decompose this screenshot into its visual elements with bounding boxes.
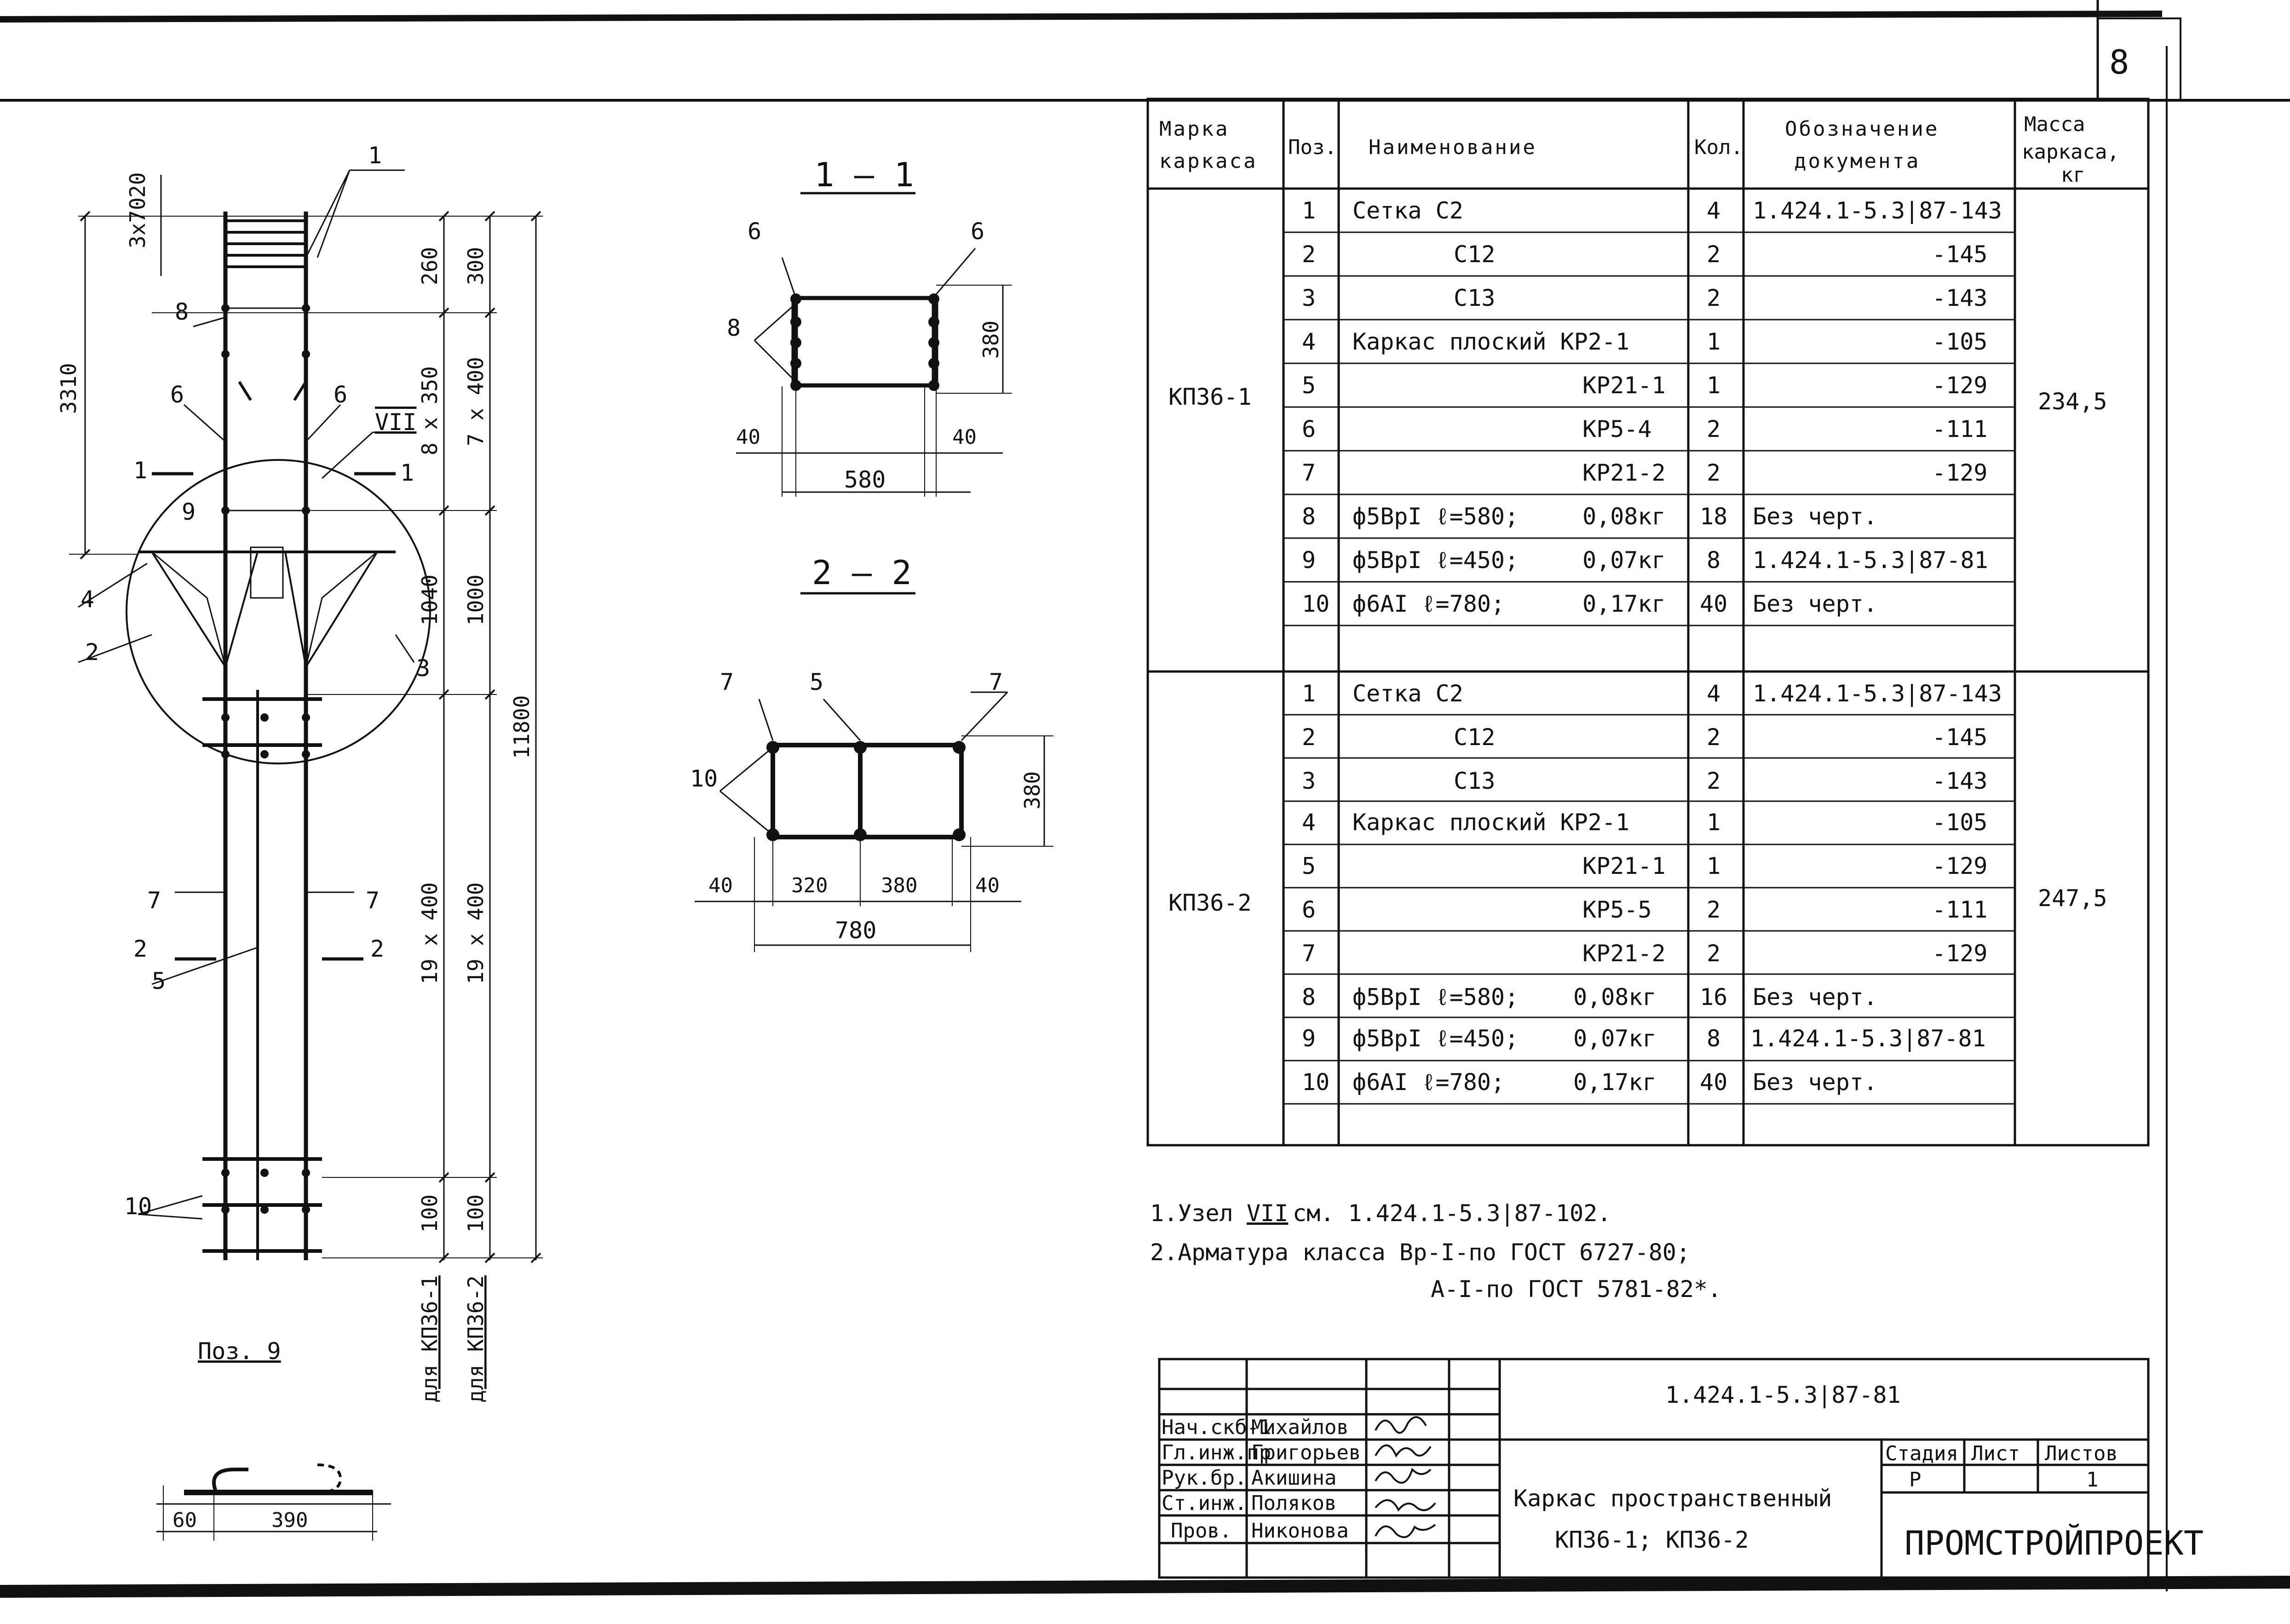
label-pos-9: 9 <box>182 499 196 525</box>
group-mass: 247,5 <box>2038 885 2107 912</box>
cell-doc: -129 <box>1932 459 1988 486</box>
cell-qty: 2 <box>1707 459 1721 486</box>
label-pos-8: 8 <box>175 298 189 325</box>
label-cut-1a: 1 <box>133 457 148 484</box>
cell-name: ф6АI ℓ=780; <box>1352 591 1505 617</box>
stage-value: Р <box>1909 1468 1922 1492</box>
group-mark: КП36-2 <box>1168 889 1252 916</box>
section-2-2 <box>690 553 1053 952</box>
dim-100-a: 100 <box>417 1194 442 1233</box>
signer-row <box>1162 1441 1361 1464</box>
cell-qty: 2 <box>1707 940 1721 967</box>
spec-row-lines <box>1283 232 2015 1104</box>
hdr-mark-2: каркаса <box>1159 149 1258 173</box>
hdr-qty: Кол. <box>1694 136 1743 159</box>
cell-pos: 5 <box>1302 853 1316 879</box>
cell-weight: 0,07кг <box>1582 547 1666 574</box>
sec2-label-7a: 7 <box>720 669 734 695</box>
label-pos-10: 10 <box>124 1193 152 1220</box>
section-1-1 <box>727 155 1012 497</box>
section-1-title: 1 — 1 <box>814 155 914 194</box>
table-row <box>1302 547 1988 574</box>
cell-qty: 40 <box>1700 591 1728 617</box>
cell-name: КР21-2 <box>1582 459 1666 486</box>
organization-name: ПРОМСТРОЙПРОЕКТ <box>1904 1524 2204 1562</box>
cell-weight: 0,08кг <box>1582 503 1666 530</box>
table-row <box>1302 416 1987 442</box>
handwritten-signatures <box>1375 1417 1435 1537</box>
cell-pos: 9 <box>1302 547 1316 574</box>
cell-pos: 7 <box>1302 459 1316 486</box>
note-1-node: VII <box>1247 1200 1289 1227</box>
cell-pos: 2 <box>1302 241 1316 268</box>
sec1-label-6b: 6 <box>971 218 985 245</box>
signer-name: Поляков <box>1251 1492 1337 1515</box>
table-row <box>1302 1025 1986 1052</box>
cell-name: С13 <box>1454 285 1496 311</box>
signer-name: Акишина <box>1251 1466 1337 1490</box>
pos9-dim-60: 60 <box>173 1509 197 1532</box>
cell-qty: 18 <box>1700 503 1728 530</box>
table-row <box>1302 328 1987 355</box>
elevation-drawing <box>69 170 543 1262</box>
note-1-ref: см. 1.424.1-5.3|87-102. <box>1293 1200 1611 1227</box>
cell-pos: 1 <box>1302 197 1316 224</box>
cell-qty: 8 <box>1707 1025 1721 1052</box>
sec2-dim-40a: 40 <box>708 874 733 897</box>
dim-260: 260 <box>417 247 442 285</box>
cell-weight: 0,07кг <box>1573 1025 1657 1052</box>
signer-name: Никонова <box>1251 1519 1349 1543</box>
cell-doc: 1.424.1-5.3|87-143 <box>1753 680 2002 707</box>
cell-qty: 2 <box>1707 768 1721 794</box>
sheets-value: 1 <box>2086 1468 2099 1492</box>
spec-header <box>1159 113 2119 187</box>
signers <box>1162 1416 1361 1543</box>
cell-doc: 1.424.1-5.3|87-81 <box>1750 1025 1986 1052</box>
label-for-kp36-2: для КП36-2 <box>463 1275 488 1403</box>
table-row <box>1302 1069 1877 1096</box>
cell-pos: 6 <box>1302 896 1316 923</box>
cell-qty: 1 <box>1707 328 1721 355</box>
title-line-2: КП36-1; КП36-2 <box>1555 1526 1749 1553</box>
title-line-1: Каркас пространственный <box>1513 1485 1832 1512</box>
cell-qty: 8 <box>1707 547 1721 574</box>
cell-doc: -129 <box>1932 372 1988 399</box>
cell-pos: 10 <box>1302 591 1330 617</box>
hdr-doc-2: документа <box>1794 149 1921 173</box>
cell-name: КР21-1 <box>1582 853 1666 879</box>
sec1-label-8: 8 <box>727 315 741 341</box>
cell-pos: 8 <box>1302 503 1316 530</box>
dim-3310: 3310 <box>56 363 81 414</box>
cell-pos: 4 <box>1302 809 1316 836</box>
pos9-detail <box>156 1338 391 1541</box>
cell-name: КР21-2 <box>1582 940 1666 967</box>
pos9-caption: Поз. 9 <box>198 1338 281 1365</box>
label-for-kp36-1: для КП36-1 <box>417 1275 442 1403</box>
dim-20: 20 <box>125 172 150 198</box>
signer-role: Ст.инж. <box>1162 1492 1247 1515</box>
note-2: 2.Арматура класса Вр-I-по ГОСТ 6727-80; <box>1150 1239 1690 1266</box>
cell-doc: -145 <box>1932 241 1988 268</box>
cell-qty: 2 <box>1707 241 1721 268</box>
cell-name: С13 <box>1454 768 1496 794</box>
cell-pos: 2 <box>1302 724 1316 751</box>
cell-pos: 5 <box>1302 372 1316 399</box>
cell-doc: Без черт. <box>1753 1069 1877 1096</box>
cell-name: ф5ВрI ℓ=450; <box>1352 1025 1519 1052</box>
table-row <box>1302 372 1987 399</box>
dim-300: 300 <box>463 247 488 285</box>
table-row <box>1302 896 1987 923</box>
elevation-labels <box>81 142 430 1220</box>
group-mark: КП36-1 <box>1168 384 1252 410</box>
signer-role: Пров. <box>1171 1519 1232 1543</box>
cell-doc: -111 <box>1932 896 1988 923</box>
doc-code: 1.424.1-5.3|87-81 <box>1665 1382 1901 1408</box>
note-3: А-I-по ГОСТ 5781-82*. <box>1431 1276 1722 1303</box>
title-block <box>1162 1382 2204 1562</box>
cell-pos: 3 <box>1302 285 1316 311</box>
cell-doc: -105 <box>1932 328 1988 355</box>
cell-doc: -145 <box>1932 724 1988 751</box>
cell-name: ф6АI ℓ=780; <box>1352 1069 1505 1096</box>
cell-qty: 40 <box>1700 1069 1728 1096</box>
label-pos-6b: 6 <box>334 381 348 408</box>
table-row <box>1302 984 1877 1010</box>
table-row <box>1302 768 1987 794</box>
sheets-label: Листов <box>2045 1442 2118 1465</box>
label-pos-4: 4 <box>81 586 95 613</box>
cell-doc: Без черт. <box>1753 591 1877 617</box>
label-pos-6a: 6 <box>170 381 184 408</box>
table-row <box>1302 591 1877 617</box>
cell-weight: 0,17кг <box>1573 1069 1657 1096</box>
cell-doc: Без черт. <box>1753 984 1877 1010</box>
section-2-title: 2 — 2 <box>812 553 912 592</box>
cell-qty: 1 <box>1707 809 1721 836</box>
stage-label: Стадия <box>1885 1442 1958 1465</box>
cell-pos: 3 <box>1302 768 1316 794</box>
label-pos-7a: 7 <box>147 887 161 914</box>
table-row <box>1302 809 1987 836</box>
cell-name: Сетка С2 <box>1352 680 1463 707</box>
signer-name: Григорьев <box>1251 1441 1361 1464</box>
label-cut-2b: 2 <box>370 935 385 962</box>
sec1-dim-380: 380 <box>978 320 1003 359</box>
label-cut-1b: 1 <box>400 459 414 486</box>
cell-weight: 0,08кг <box>1573 984 1657 1010</box>
table-row <box>1302 680 2002 707</box>
cell-pos: 6 <box>1302 416 1316 442</box>
sec1-dim-580: 580 <box>844 466 886 493</box>
page-number: 8 <box>2109 43 2129 81</box>
hdr-mass-3: кг <box>2061 163 2085 187</box>
hdr-doc-1: Обозначение <box>1785 117 1939 141</box>
cell-qty: 2 <box>1707 285 1721 311</box>
signer-row <box>1162 1416 1349 1439</box>
sec2-label-5: 5 <box>810 669 824 695</box>
cell-pos: 10 <box>1302 1069 1330 1096</box>
cell-pos: 8 <box>1302 984 1316 1010</box>
dim-100-b: 100 <box>463 1194 488 1233</box>
cell-doc: -129 <box>1932 940 1988 967</box>
cell-name: Каркас плоский КР2-1 <box>1352 809 1630 836</box>
sec2-dim-780: 780 <box>835 917 877 944</box>
sec1-label-6a: 6 <box>748 218 762 245</box>
dim-1000: 1000 <box>463 574 488 625</box>
signer-row <box>1171 1519 1349 1543</box>
signer-role: Нач.скб-1 <box>1162 1416 1272 1439</box>
table-row <box>1302 459 1987 486</box>
sec2-dim-320: 320 <box>791 874 828 897</box>
cell-doc: 1.424.1-5.3|87-143 <box>1753 197 2002 224</box>
cell-doc: 1.424.1-5.3|87-81 <box>1753 547 1988 574</box>
dim-1040: 1040 <box>417 574 442 625</box>
dim-3x70: 3x70 <box>125 197 150 248</box>
table-row <box>1302 285 1987 311</box>
signer-role: Рук.бр. <box>1162 1466 1247 1490</box>
pos9-dim-390: 390 <box>271 1509 308 1532</box>
cell-pos: 4 <box>1302 328 1316 355</box>
cell-name: ф5ВрI ℓ=580; <box>1352 984 1519 1010</box>
cell-name: Каркас плоский КР2-1 <box>1352 328 1630 355</box>
label-pos-5: 5 <box>152 968 166 994</box>
table-row <box>1302 853 1987 879</box>
cell-qty: 2 <box>1707 416 1721 442</box>
sec2-label-7b: 7 <box>989 669 1003 695</box>
cell-name: С12 <box>1454 724 1496 751</box>
cell-qty: 4 <box>1707 197 1721 224</box>
cell-qty: 4 <box>1707 680 1721 707</box>
signer-role: Гл.инж.пр <box>1162 1441 1272 1464</box>
hdr-mass-2: каркаса, <box>2022 140 2119 164</box>
label-cut-2a: 2 <box>133 935 148 962</box>
cell-name: КР21-1 <box>1582 372 1666 399</box>
cell-qty: 2 <box>1707 896 1721 923</box>
cell-doc: -129 <box>1932 853 1988 879</box>
label-pos-3: 3 <box>416 655 431 682</box>
cell-name: Сетка С2 <box>1352 197 1463 224</box>
dim-11800: 11800 <box>509 695 534 759</box>
signer-name: Михайлов <box>1251 1416 1349 1439</box>
sec2-dim-40b: 40 <box>975 874 1000 897</box>
dim-19x400-b: 19 x 400 <box>463 882 488 984</box>
dim-7x400: 7 x 400 <box>463 357 488 446</box>
notes <box>1150 1200 1721 1303</box>
hdr-mass-1: Масса <box>2024 113 2085 136</box>
dim-19x400-a: 19 x 400 <box>417 882 442 984</box>
cell-doc: -143 <box>1932 285 1988 311</box>
cell-doc: Без черт. <box>1753 503 1877 530</box>
cell-name: КР5-5 <box>1582 896 1652 923</box>
sec1-dim-40a: 40 <box>736 425 760 449</box>
table-row <box>1302 724 1987 751</box>
cell-qty: 16 <box>1700 984 1728 1010</box>
cell-name: ф5ВрI ℓ=450; <box>1352 547 1519 574</box>
label-pos-2: 2 <box>85 639 99 666</box>
cell-name: ф5ВрI ℓ=580; <box>1352 503 1519 530</box>
cell-qty: 1 <box>1707 853 1721 879</box>
sec1-dim-40b: 40 <box>952 425 977 449</box>
hdr-name: Наименование <box>1369 136 1537 159</box>
label-node-vii: VII <box>375 409 417 436</box>
hdr-pos: Поз. <box>1288 136 1337 159</box>
cell-pos: 9 <box>1302 1025 1316 1052</box>
cell-pos: 1 <box>1302 680 1316 707</box>
cell-doc: -111 <box>1932 416 1988 442</box>
label-pos-1: 1 <box>368 142 382 169</box>
cell-name: С12 <box>1454 241 1496 268</box>
signer-row <box>1162 1492 1336 1515</box>
note-1-prefix: 1.Узел <box>1150 1200 1233 1227</box>
cell-weight: 0,17кг <box>1582 591 1666 617</box>
cell-pos: 7 <box>1302 940 1316 967</box>
cell-name: КР5-4 <box>1582 416 1652 442</box>
signer-row <box>1162 1466 1336 1490</box>
label-pos-7b: 7 <box>366 887 380 914</box>
group-mass: 234,5 <box>2038 388 2107 415</box>
table-row <box>1302 197 2002 224</box>
cell-qty: 1 <box>1707 372 1721 399</box>
sec2-label-10: 10 <box>690 765 718 792</box>
table-row <box>1302 503 1877 530</box>
sec2-dim-380b: 380 <box>881 874 918 897</box>
cell-doc: -105 <box>1932 809 1988 836</box>
dim-8x350: 8 x 350 <box>417 366 442 455</box>
sheet-label: Лист <box>1971 1442 2020 1465</box>
sec2-dim-380: 380 <box>1020 771 1045 809</box>
table-row <box>1302 241 1987 268</box>
cell-doc: -143 <box>1932 768 1988 794</box>
cell-qty: 2 <box>1707 724 1721 751</box>
table-row <box>1302 940 1987 967</box>
hdr-mark-1: Марка <box>1159 117 1230 141</box>
